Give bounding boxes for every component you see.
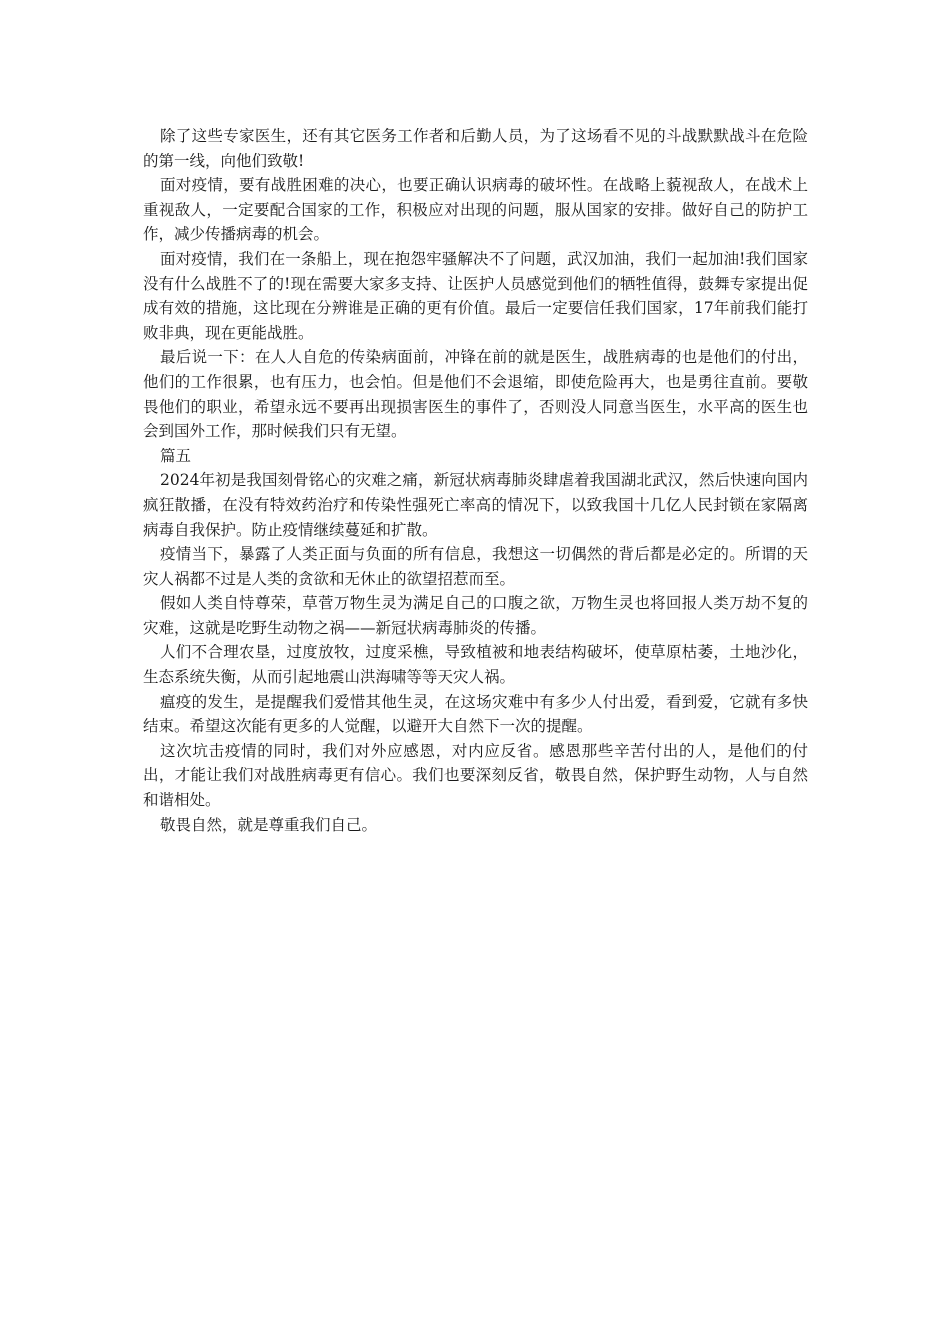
paragraph: 人们不合理农垦，过度放牧，过度采樵，导致植被和地表结构破坏，使草原枯萎，土地沙化，生态系统失衡，从而引起地震山洪海啸等等天灾人祸。 — [143, 643, 808, 687]
paragraph: 瘟疫的发生，是提醒我们爱惜其他生灵，在这场灾难中有多少人付出爱，看到爱，它就有多快结束。希望这次能有更多的人觉醒，以避开大自然下一次的提醒。 — [143, 692, 808, 736]
paragraph: 面对疫情，我们在一条船上，现在抱怨牢骚解决不了问题，武汉加油，我们一起加油!我们国家没有什么战胜不了的!现在需要大家多支持、让医护人员感觉到他们的牺牲值得，鼓舞专家提出促成有效的措施，这比现在分辨谁是正确的更有价值。最后一定要信任我们国家，17年前我们能打败非典，现在更能战胜。 — [143, 249, 808, 342]
paragraph: 除了这些专家医生，还有其它医务工作者和后勤人员，为了这场看不见的斗战默默战斗在危险的第一线，向他们致敬! — [143, 127, 808, 170]
paragraph: 这次坑击疫情的同时，我们对外应感恩，对内应反省。感恩那些辛苦付出的人，是他们的付出，才能让我们对战胜病毒更有信心。我们也要深刻反省，敬畏自然，保护野生动物，人与自然和谐相处。 — [143, 741, 808, 810]
document-body — [143, 124, 808, 837]
paragraph: 2024年初是我国刻骨铭心的灾难之痛，新冠状病毒肺炎肆虐着我国湖北武汉，然后快速向国内疯狂散播，在没有特效药治疗和传染性强死亡率高的情况下，以致我国十几亿人民封锁在家隔离病毒自我保护。防止疫情继续蔓延和扩散。 — [143, 471, 808, 539]
paragraph: 最后说一下：在人人自危的传染病面前，冲锋在前的就是医生，战胜病毒的也是他们的付出，他们的工作很累，也有压力，也会怕。但是他们不会退缩，即使危险再大，也是勇往直前。要敬畏他们的职业，希望永远不要再出现损害医生的事件了，否则没人同意当医生，水平高的医生也会到国外工作，那时候我们只有无望。 — [143, 348, 808, 441]
section-heading: 篇五 — [160, 446, 192, 465]
paragraph: 疫情当下，暴露了人类正面与负面的所有信息，我想这一切偶然的背后都是必定的。所谓的天灾人祸都不过是人类的贪欲和无休止的欲望招惹而至。 — [143, 545, 808, 588]
paragraph: 假如人类自恃尊荣，草菅万物生灵为满足自己的口腹之欲，万物生灵也将回报人类万劫不复的灾难，这就是吃野生动物之祸——新冠状病毒肺炎的传播。 — [143, 594, 808, 637]
paragraph: 敬畏自然，就是尊重我们自己。 — [160, 815, 378, 834]
paragraph: 面对疫情，要有战胜困难的决心，也要正确认识病毒的破坏性。在战略上藐视敌人，在战术上重视敌人，一定要配合国家的工作，积极应对出现的问题，服从国家的安排。做好自己的防护工作，减少传播病毒的机会。 — [143, 176, 808, 244]
